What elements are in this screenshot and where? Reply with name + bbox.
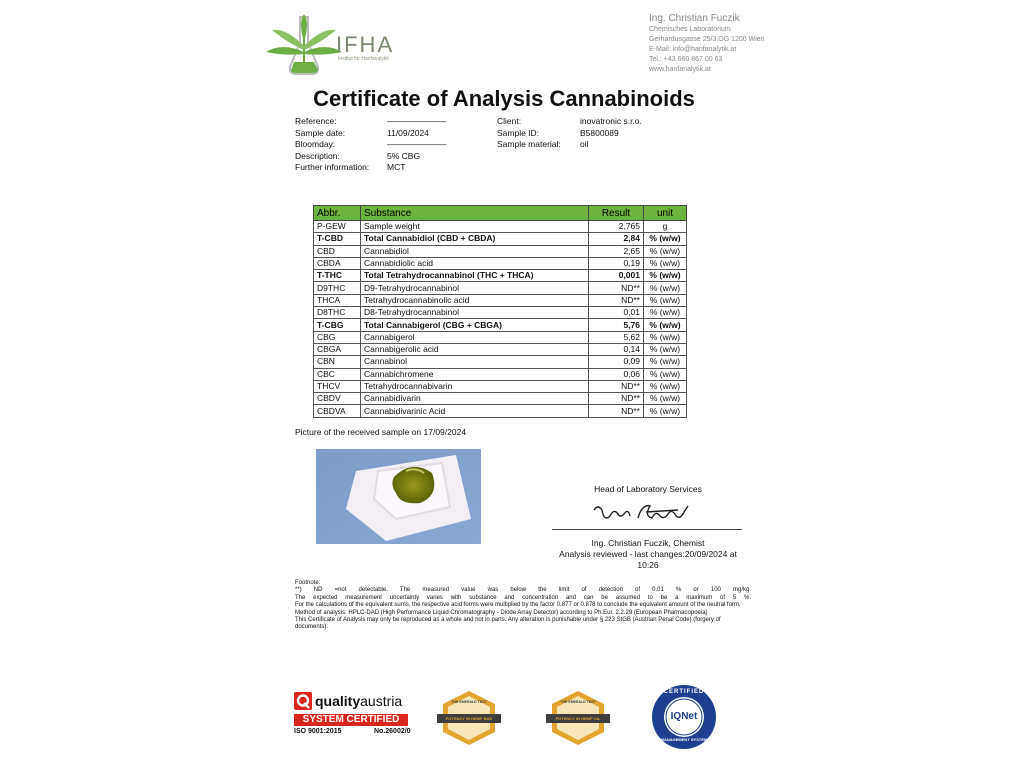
cell-abbr: CBG: [314, 331, 361, 343]
cell-abbr: D8THC: [314, 307, 361, 319]
lab-name: Ing. Christian Fuczik: [649, 13, 740, 24]
cell-unit: % (w/w): [644, 294, 687, 306]
cell-abbr: CBD: [314, 245, 361, 257]
qa-number: No.26002/0: [374, 728, 411, 735]
meta-value: 5% CBG: [387, 150, 421, 161]
page-title: Certificate of Analysis Cannabinoids: [313, 86, 695, 111]
table-row: [314, 221, 687, 233]
meta-row: [295, 162, 447, 174]
table-row: [314, 294, 687, 306]
footnote-sums: For the calculations of the equivalent sums, the respective acid forms were multiplied by the factor 0.877 or 0.878 to conclude the equivalent amount of the neutral form.: [295, 602, 741, 609]
meta-right: [497, 116, 642, 151]
meta-label: Description:: [295, 150, 340, 161]
cell-substance: Total Cannabigerol (CBG + CBGA): [361, 319, 589, 331]
cell-unit: % (w/w): [644, 380, 687, 392]
meta-left: [295, 116, 447, 174]
footnote-nd-1: **) ND =not detectable. The measured value was below the limit of detection of 0.01 % or 100 mg/kg.: [295, 587, 751, 594]
lab-line: www.hanfanalytik.at: [649, 66, 711, 73]
cell-result: 2,65: [589, 245, 644, 257]
table-row: [314, 331, 687, 343]
logo-subtitle: Institut für Hanfanalytik: [338, 56, 389, 62]
cell-abbr: CBN: [314, 356, 361, 368]
sample-photo: [316, 449, 481, 544]
cell-result: ND**: [589, 294, 644, 306]
table-row: [314, 380, 687, 392]
cell-result: 0,06: [589, 368, 644, 380]
meta-value: inovatronic s.r.o.: [580, 116, 642, 126]
footnote-nd-2: The expected measurement uncertainty varies with substance and concentration and can be assumed to be a maximum of 5 %.: [295, 594, 751, 601]
hemp-flask-icon: [266, 14, 342, 74]
cell-unit: % (w/w): [644, 405, 687, 417]
reviewed-time: 10:26: [637, 560, 659, 570]
cell-abbr: CBC: [314, 368, 361, 380]
badge-oil-ribbon: POTENCY IN HEMP OIL: [555, 716, 601, 721]
meta-label: Sample date:: [295, 127, 346, 138]
table-row: [314, 233, 687, 245]
table-row: [314, 282, 687, 294]
cell-result: ND**: [589, 380, 644, 392]
cell-substance: Cannabigerol: [361, 331, 589, 343]
iqnet-bottom: MANAGEMENT SYSTEM: [660, 737, 708, 742]
qa-brand: [315, 693, 402, 709]
cell-substance: Cannabidiol: [361, 245, 589, 257]
meta-row: [497, 116, 642, 128]
cell-unit: % (w/w): [644, 356, 687, 368]
badge-bud-top: THE EMERALD TEST: [451, 700, 487, 704]
photo-caption: Picture of the received sample on 17/09/2024: [295, 427, 467, 437]
meta-label: Bloomday:: [295, 139, 336, 149]
qa-iso: ISO 9001:2015: [294, 728, 342, 735]
table-row: [314, 307, 687, 319]
cell-result: 0,01: [589, 307, 644, 319]
cell-unit: % (w/w): [644, 368, 687, 380]
meta-label: Reference:: [295, 116, 337, 126]
cell-unit: % (w/w): [644, 393, 687, 405]
cell-substance: Cannabidivarin: [361, 393, 589, 405]
meta-label: Client:: [497, 116, 522, 126]
signature: [586, 496, 726, 530]
meta-value: MCT: [387, 162, 406, 172]
cell-result: 2,84: [589, 233, 644, 245]
cell-substance: Cannabidiolic acid: [361, 257, 589, 269]
cell-substance: Total Tetrahydrocannabinol (THC + THCA): [361, 270, 589, 282]
cell-abbr: T-CBG: [314, 319, 361, 331]
header-unit: unit: [644, 206, 687, 221]
cell-result: 5,62: [589, 331, 644, 343]
qa-brand-bold: quality: [315, 693, 361, 709]
qa-banner: SYSTEM CERTIFIED: [294, 714, 408, 726]
footnote-label: Footnote:: [295, 580, 321, 586]
cell-unit: % (w/w): [644, 343, 687, 355]
cell-substance: Cannabinol: [361, 356, 589, 368]
cell-abbr: T-CBD: [314, 233, 361, 245]
table-row: [314, 393, 687, 405]
cell-abbr: CBDVA: [314, 405, 361, 417]
cell-result: 5,76: [589, 319, 644, 331]
meta-label: Sample ID:: [497, 127, 540, 138]
footnote: [295, 580, 751, 632]
meta-value: ———————: [387, 139, 447, 149]
cell-abbr: T-THC: [314, 270, 361, 282]
cell-result: 0,001: [589, 270, 644, 282]
head-of-lab: Head of Laboratory Services: [594, 484, 702, 494]
results-table: [313, 205, 687, 418]
cell-result: 2,765: [589, 221, 644, 233]
meta-row: [295, 139, 447, 151]
lab-address: [649, 12, 765, 75]
table-row: [314, 245, 687, 257]
cell-unit: % (w/w): [644, 319, 687, 331]
footnote-copyright: This Certificate of Analysis may only be reproduced as a whole and not in parts. Any alteration is punishable under § 223 StGB (Austrian Penal Code) (forgery of documents).: [295, 617, 721, 631]
table-row: [314, 405, 687, 417]
cell-substance: D8-Tetrahydrocannabinol: [361, 307, 589, 319]
cell-result: 0,14: [589, 343, 644, 355]
cell-abbr: CBDV: [314, 393, 361, 405]
badge-bud-ribbon: POTENCY IN HEMP BUD: [445, 716, 493, 721]
cell-result: ND**: [589, 282, 644, 294]
logo-text: IFHA: [336, 32, 395, 57]
header-result: Result: [589, 206, 644, 221]
footnote-method: Method of analysis: HPLC-DAD (High Performance Liquid Chromatography - Diode Array Detector) according to Ph.Eur. 2.2.29 (European Pharmacopoeia): [295, 609, 708, 616]
meta-row: [497, 128, 642, 140]
cell-substance: Total Cannabidiol (CBD + CBDA): [361, 233, 589, 245]
lab-line: E-Mail: info@hanfanalytik.at: [649, 46, 737, 53]
cell-substance: Cannabigerolic acid: [361, 343, 589, 355]
header-substance: Substance: [361, 206, 589, 221]
meta-label: Sample material:: [497, 139, 561, 149]
quality-austria-badge: [294, 692, 412, 740]
cell-unit: % (w/w): [644, 331, 687, 343]
signature-line: [552, 529, 742, 530]
cell-abbr: CBGA: [314, 343, 361, 355]
cell-substance: Cannabidivarinic Acid: [361, 405, 589, 417]
cell-substance: Tetrahydrocannabinolic acid: [361, 294, 589, 306]
cell-result: ND**: [589, 393, 644, 405]
meta-label: Further information:: [295, 162, 370, 172]
meta-value: oil: [580, 139, 589, 149]
cell-substance: Sample weight: [361, 221, 589, 233]
meta-row: [295, 116, 447, 128]
cell-abbr: THCA: [314, 294, 361, 306]
meta-value: B5800089: [580, 127, 619, 138]
header-abbr: Abbr.: [314, 206, 361, 221]
cell-result: 0,09: [589, 356, 644, 368]
qa-brand-rest: austria: [360, 693, 403, 709]
cell-abbr: D9THC: [314, 282, 361, 294]
iqnet-mid: IQNet: [670, 711, 698, 722]
lab-line: Gerhardusgasse 25/3.OG 1200 Wien: [649, 36, 765, 43]
cell-result: 0,19: [589, 257, 644, 269]
cell-unit: % (w/w): [644, 257, 687, 269]
meta-row: [295, 128, 447, 140]
meta-row: [497, 139, 642, 151]
meta-row: [295, 151, 447, 163]
lab-line: Chemisches Laboratorium: [649, 26, 731, 33]
table-header-row: [314, 206, 687, 221]
cell-unit: % (w/w): [644, 282, 687, 294]
cell-substance: Cannabichromene: [361, 368, 589, 380]
iqnet-top: CERTIFIED: [663, 689, 705, 695]
cell-unit: % (w/w): [644, 233, 687, 245]
cell-abbr: THCV: [314, 380, 361, 392]
signer-name: Ing. Christian Fuczik, Chemist: [591, 538, 705, 548]
meta-value: 11/09/2024: [387, 127, 429, 138]
cell-unit: % (w/w): [644, 245, 687, 257]
lab-line: Tel.: +43 660 867 00 63: [649, 56, 723, 63]
table-row: [314, 257, 687, 269]
cell-result: ND**: [589, 405, 644, 417]
cell-unit: % (w/w): [644, 270, 687, 282]
meta-value: ———————: [387, 116, 447, 126]
cell-substance: D9-Tetrahydrocannabinol: [361, 282, 589, 294]
signature-text: [586, 496, 591, 497]
iqnet-badge: [651, 684, 717, 750]
emerald-test-badge-bud: [437, 690, 501, 746]
table-row: [314, 356, 687, 368]
cell-unit: % (w/w): [644, 307, 687, 319]
cell-abbr: CBDA: [314, 257, 361, 269]
badge-oil-top: THE EMERALD TEST: [560, 700, 596, 704]
table-row: [314, 319, 687, 331]
table-row: [314, 270, 687, 282]
quality-austria-q-icon: [294, 692, 312, 710]
table-row: [314, 343, 687, 355]
emerald-test-badge-oil: [546, 690, 610, 746]
table-row: [314, 368, 687, 380]
cell-unit: g: [644, 221, 687, 233]
cell-substance: Tetrahydrocannabivarin: [361, 380, 589, 392]
cell-abbr: P-GEW: [314, 221, 361, 233]
reviewed-note: Analysis reviewed - last changes:20/09/2024 at: [559, 549, 737, 559]
